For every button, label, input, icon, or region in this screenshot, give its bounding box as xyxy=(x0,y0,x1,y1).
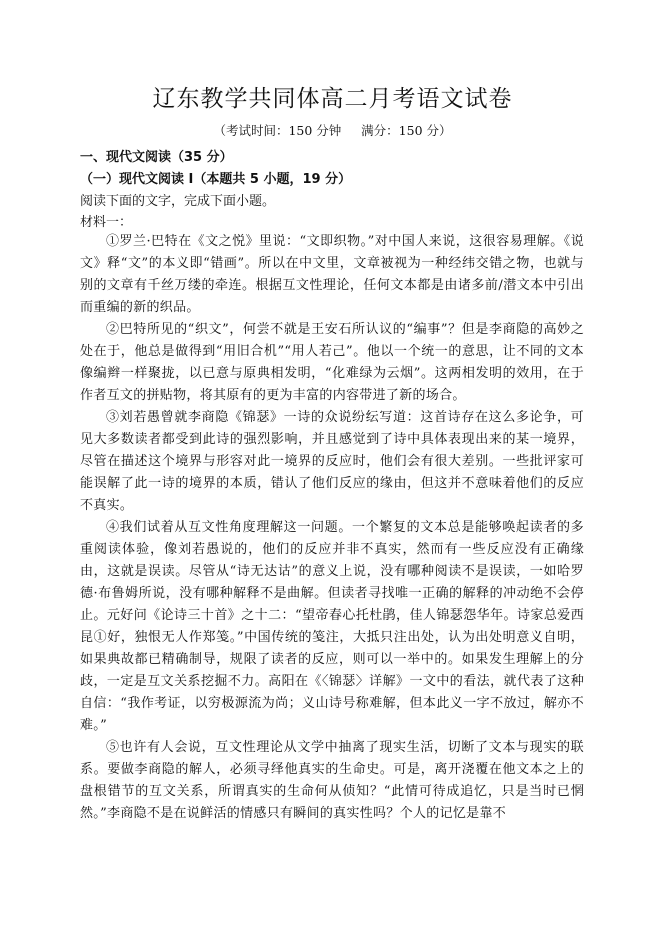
material-label: 材料一： xyxy=(80,215,133,230)
passage-paragraph-2: ②巴特所见的“织文”，何尝不就是王安石所认议的“编事”？但是李商隐的高妙之处在于，他总是做得到“用旧合机”“用人若己”。他以一个统一的意思，让不同的文本像编辫一样聚拢，以已意与原典相发明，“化难绿为云烟”。这两相发明的效用，在于作者互文的拼贴物，将其原有的更为丰富的内容带进了新的场合。 xyxy=(80,322,584,403)
passage-paragraph-3: ③刘若愚曾就李商隐《锦瑟》一诗的众说纷纭写道：这首诗存在这么多论争，可见大多数读者都受到此诗的强烈影响，并且感觉到了诗中具体表现出来的某一境界，尽管在描述这个境界与形容对此一境界的反应时，他们会有很大差别。一些批评家可能误解了此一诗的境界的本质，错认了他们反应的缘由，但这并不意味着他们的反应不真实。 xyxy=(80,410,584,513)
passage-body xyxy=(80,231,584,825)
subsection-heading: （一）现代文阅读 I（本题共 5 小题，19 分） xyxy=(80,172,352,187)
page-title: 辽东教学共同体高二月考语文试卷 xyxy=(152,86,513,112)
passage-paragraph-5: ⑤也许有人会说，互文性理论从文学中抽离了现实生活，切断了文本与现实的联系。要做李商隐的解人，必须寻绎他真实的生命史。可是，离开浇覆在他文本之上的盘根错节的互文关系，所谓真实的生命何从侦知？“此情可待成追忆，只是当时已惘然。”李商隐不是在说鲜活的情感只有瞬间的真实性吗？个人的记忆是靠不 xyxy=(80,740,584,821)
exam-info: （考试时间：150 分钟 满分：150 分） xyxy=(213,123,452,138)
section-heading: 一、现代文阅读（35 分） xyxy=(80,150,233,165)
instruction-text: 阅读下面的文字，完成下面小题。 xyxy=(80,194,276,209)
passage-paragraph-4: ④我们试着从互文性角度理解这一问题。一个繁复的文本总是能够唤起读者的多重阅读体验，像刘若愚说的，他们的反应并非不真实，然而有一些反应没有正确缘由，这就是误读。尽管从“诗无达诂”的意义上说，没有哪种阅读不是误读，一如哈罗德·布鲁姆所说，没有哪种解释不是曲解。但读者寻找唯一正确的解释的冲动绝不会停止。元好问《论诗三十首》之十二：“望帝春心托杜鹃，佳人锦瑟怨华年。诗家总爱西昆①好，独恨无人作郑笺。”中国传统的笺注，大抵只注出处，认为出处明意义自明，如果典故都已精确制导，规限了读者的反应，则可以一举中的。如果发生理解上的分歧，一定是互文关系挖掘不力。高阳在《〈锦瑟〉详解》一文中的看法，就代表了这种自信：“我作考证，以穷极源流为尚；义山诗号称难解，但本此义一字不放过，解亦不难。” xyxy=(80,520,584,733)
passage-paragraph-1: ①罗兰·巴特在《文之悦》里说：“文即织物。”对中国人来说，这很容易理解。《说文》释“文”的本义即“错画”。所以在中文里，文章被视为一种经纬交错之物，也就与别的文章有千丝万缕的牵连。根据互文性理论，任何文本都是由诸多前/潜文本中引出而重编的新的织品。 xyxy=(80,234,584,315)
